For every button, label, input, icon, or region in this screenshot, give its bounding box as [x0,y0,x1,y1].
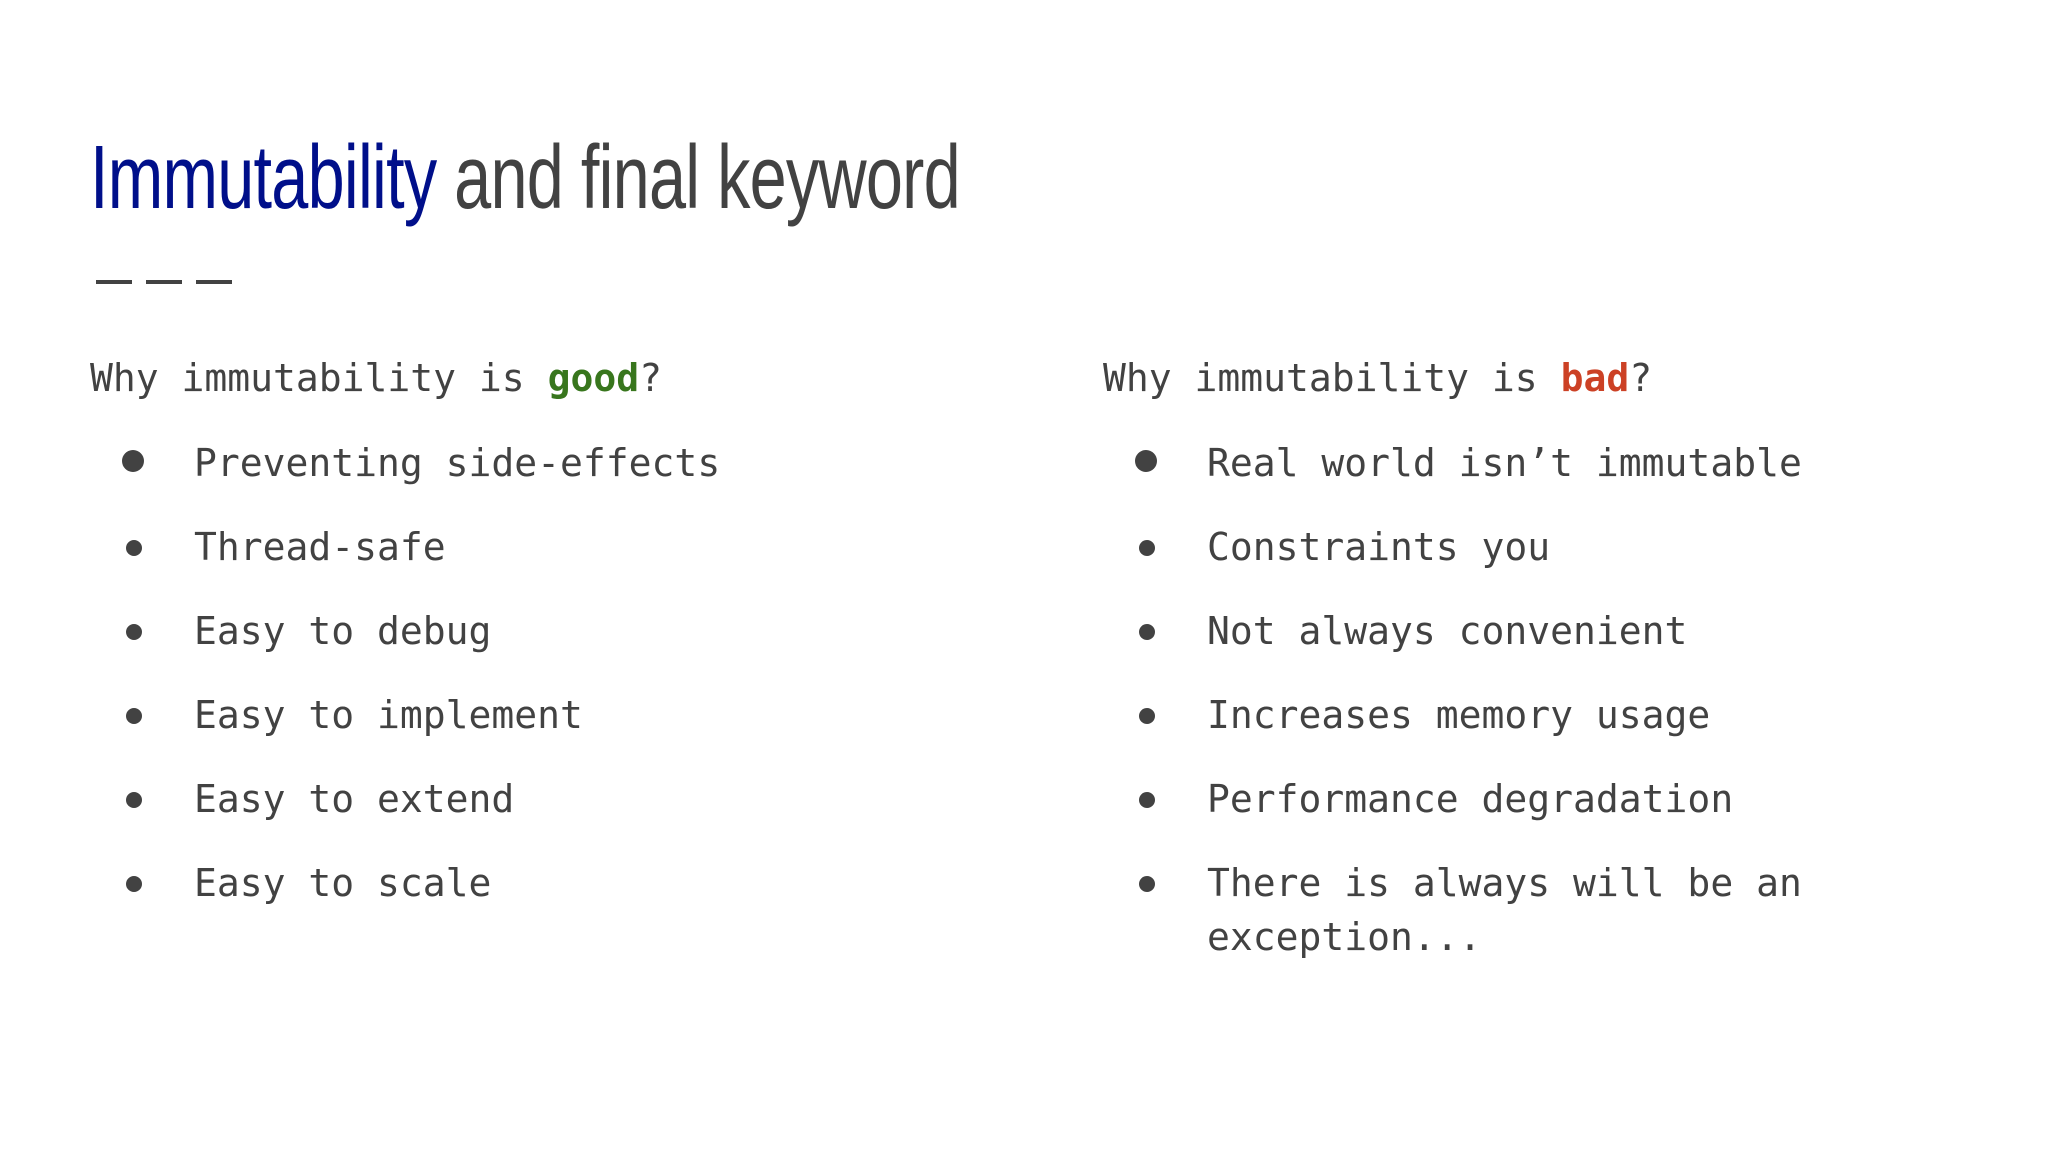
bad-list-item [1103,856,1963,964]
bad-heading-prefix: Why immutability is [1103,356,1561,400]
good-item-text: Easy to implement [194,693,583,737]
bad-list [1103,436,1963,964]
bullet-icon [1139,876,1155,892]
bad-heading-suffix: ? [1629,356,1653,400]
bad-item-text: Constraints you [1207,525,1551,569]
good-list [90,436,1010,910]
bad-item-text: Not always convenient [1207,609,1688,653]
title-rest: and final keyword [454,128,960,228]
bullet-icon [1135,450,1157,472]
bullet-icon [126,708,142,724]
good-column [90,350,1010,940]
good-list-item [90,688,1010,742]
good-heading [90,350,1010,406]
bullet-icon [122,450,144,472]
good-list-item [90,520,1010,574]
good-list-item [90,856,1010,910]
good-item-text: Easy to scale [194,861,492,905]
bad-heading [1103,350,1963,406]
good-item-text: Preventing side-effects [194,441,721,485]
bad-item-text: Real world isn’t immutable [1207,441,1802,485]
bad-list-item [1103,604,1963,658]
good-list-item [90,436,1010,490]
bad-list-item [1103,436,1963,490]
good-heading-suffix: ? [639,356,662,400]
bad-list-item [1103,772,1963,826]
bullet-icon [126,792,142,808]
bullet-icon [1139,792,1155,808]
bad-list-item [1103,520,1963,574]
title-divider [96,280,232,284]
good-heading-prefix: Why immutability is [90,356,548,400]
bad-item-text: There is always will be an exception... [1207,861,1802,959]
good-item-text: Easy to debug [194,609,492,653]
good-keyword: good [547,356,640,400]
bullet-icon [1139,708,1155,724]
bullet-icon [126,624,142,640]
slide-title [90,118,960,238]
good-list-item [90,772,1010,826]
bullet-icon [126,876,142,892]
good-item-text: Easy to extend [194,777,515,821]
bad-item-text: Increases memory usage [1207,693,1711,737]
bullet-icon [1139,624,1155,640]
bad-keyword: bad [1560,356,1630,400]
good-list-item [90,604,1010,658]
bullet-icon [1139,540,1155,556]
good-item-text: Thread-safe [194,525,446,569]
bad-list-item [1103,688,1963,742]
bad-column [1103,350,1963,994]
title-accent: Immutability [90,128,437,228]
bullet-icon [126,540,142,556]
bad-item-text: Performance degradation [1207,777,1734,821]
